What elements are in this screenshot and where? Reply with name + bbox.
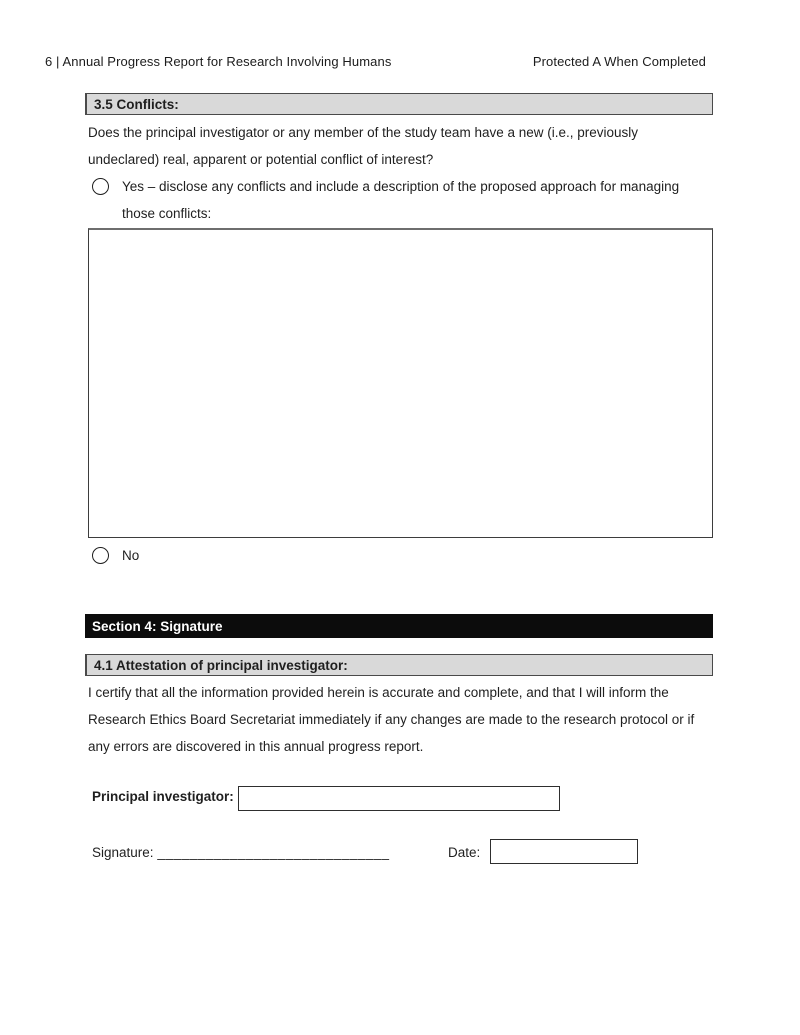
date-input[interactable]: [490, 839, 638, 864]
conflicts-question: Does the principal investigator or any member of the study team have a new (i.e., previously undeclared) real, apparent or potential conflict of interest?: [88, 125, 639, 167]
yes-radio-button[interactable]: [92, 178, 109, 195]
protection-marking: Protected A When Completed: [532, 54, 706, 69]
date-label: Date:: [448, 845, 481, 860]
conflicts-description-textbox[interactable]: [88, 228, 713, 538]
signature-label: Signature:: [92, 845, 154, 860]
signature-row: [92, 845, 390, 860]
signature-line[interactable]: _____________________________: [157, 845, 390, 860]
no-option-row[interactable]: [92, 547, 139, 564]
principal-investigator-label: Principal investigator:: [92, 789, 234, 804]
section-3-5-heading: [85, 93, 713, 115]
page-header: [45, 54, 706, 69]
principal-investigator-input[interactable]: [238, 786, 560, 811]
no-option-label: No: [122, 548, 140, 563]
no-radio-button[interactable]: [92, 547, 109, 564]
principal-investigator-row: [92, 789, 234, 804]
section-4-heading: [85, 614, 713, 638]
attestation-text: I certify that all the information provided herein is accurate and complete, and that I will inform the Research Ethics Board Secretariat immediately if any changes are made to the research protocol or if any errors are discovered in this annual progress report.: [88, 685, 695, 754]
page-header-title: 6 | Annual Progress Report for Research Involving Humans: [45, 54, 392, 69]
yes-option-label: Yes – disclose any conflicts and include a description of the proposed approach for managing those conflicts:: [122, 179, 680, 221]
section-3-5-heading-label: 3.5 Conflicts:: [94, 96, 179, 112]
section-4-heading-label: Section 4: Signature: [92, 618, 223, 634]
section-4-1-heading: [85, 654, 713, 676]
yes-option-row[interactable]: [92, 174, 710, 227]
section-4-1-heading-label: 4.1 Attestation of principal investigator:: [94, 657, 348, 673]
